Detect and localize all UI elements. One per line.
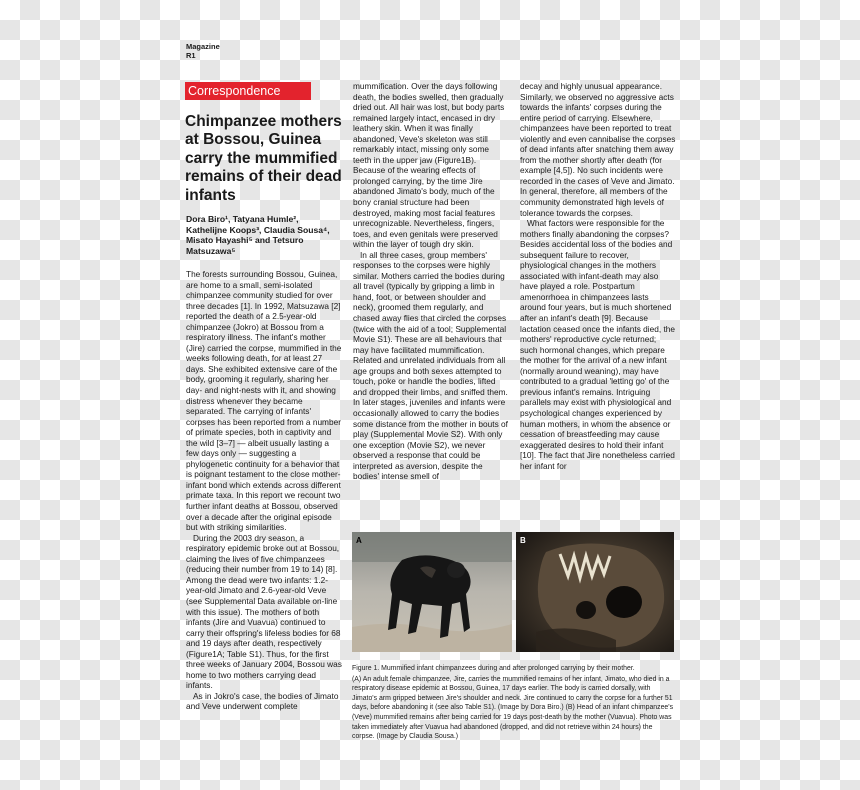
running-header bbox=[186, 42, 220, 60]
figure-panel-b bbox=[516, 532, 674, 652]
figure-panel-a bbox=[352, 532, 512, 652]
caption-body: (A) An adult female chimpanzee, Jire, carries the mummified remains of her infant, Jimato, who died in a respiratory disease epidemic at Bossou, Guinea, 17 days earlier. The body is carried dorsally, with Jimato's arm gripped between Jire's shoulder and neck. Jire continued to carry the corpse for a further 51 days, before abandoning it (see also Table S1). (Image by Dora Biro.) (B) Head of an infant chimpanzee's (Veve) mummified remains after being carried for 19 days post-death by the mother (Vuavua). Photo was taken immediately after Vuavua had abandoned (dropped, and did not retrieve within 24 hours) the corpse. (Image by Claudia Sousa.) bbox=[352, 675, 674, 741]
paragraph: In all three cases, group members' responses to the corpses were highly similar. Mothers carried the bodies during all travel (typically by gripping a limb in hand, foot, or between shoulder and neck), groomed them regularly, and chased away flies that circled the corpses (twice with the aid of a tool; Supplemental Movie S1). These are all behaviours that may have facilitated mummification. Related and unrelated individuals from all age groups and both sexes attempted to touch, poke or handle the bodies, lifted and dropped their limbs, and sniffed them. In later stages, juveniles and infants were occasionally allowed to carry the bodies some distance from the mother in bouts of play (Supplemental Movie S2). With only one exception (Movie S2), we never observed a response that could be interpreted as aversion, despite the bodies' intense smell of bbox=[353, 249, 508, 482]
paragraph: The forests surrounding Bossou, Guinea, are home to a small, semi-isolated chimpanzee community studied for over three decades [1]. In 1992, Matsuzawa [2] reported the death of a 2.5-year-old chimpanzee (Jokro) at Bossou from a respiratory illness. The infant's mother (Jire) carried the corpse, mummified in the weeks following death, for at least 27 days. She exhibited extensive care of the body, grooming it regularly, sharing her day- and night-nests with it, and showing distress whenever they became separated. The carrying of infants' corpses has been reported from a number of primate species, both in captivity and the wild [3–7] — albeit usually lasting a few days only — suggesting a phylogenetic continuity for a behavior that is poignant testament to the close mother-infant bond which extends across different primate taxa. In this report we recount two further infant deaths at Bossou, observed over a decade after the original episode but with striking similarities. bbox=[186, 269, 342, 533]
article-title: Chimpanzee mothers at Bossou, Guinea carry the mummified remains of their dead infants bbox=[185, 113, 342, 204]
correspondence-badge: Correspondence bbox=[185, 82, 311, 100]
mummified-infant-head-photo bbox=[516, 532, 674, 652]
section-name: Magazine bbox=[186, 42, 220, 51]
paragraph: decay and highly unusual appearance. Similarly, we observed no aggressive acts towards the infants' corpses during the entire period of carrying. Elsewhere, chimpanzees have been reported to treat violently and even cannibalise the corpses of dead infants after snatching them away from the mother shortly after death (for example [4,5]). No such incidents were recorded in the cases of Veve and Jimato. In general, therefore, all members of the community demonstrated high levels of tolerance towards the corpses. bbox=[520, 81, 676, 218]
figure-caption bbox=[352, 664, 676, 742]
panel-b-label: B bbox=[520, 536, 526, 545]
caption-title: Figure 1. Mummified infant chimpanzees during and after prolonged carrying by their mother. bbox=[352, 665, 635, 672]
text-column-2 bbox=[353, 81, 509, 482]
chimpanzee-walking-photo bbox=[352, 532, 512, 652]
paragraph: As in Jokro's case, the bodies of Jimato and Veve underwent complete bbox=[186, 690, 339, 712]
paragraph: What factors were responsible for the mothers finally abandoning the corpses? Besides accidental loss of the bodies and subsequent failure to recover, physiological changes in the mothers associated with infant-death may also have played a role. Postpartum amenorrhoea in chimpanzees lasts around four years, but is much shortened after an infant's death [9]. Because lactation ceased once the infants died, the mothers' reproductive cycle returned; such hormonal changes, which prepare the mother for the arrival of a new infant (normally around weaning), may have contributed to a gradual 'letting go' of the previous infant's remains. Intriguing parallels may exist with physiological and psychological changes experienced by human mothers, in whom the absence or cessation of breastfeeding may cause exaggerated desires to hold their infant [10]. The fact that Jire nonetheless carried her infant for bbox=[520, 218, 675, 471]
author-list: Dora Biro¹, Tatyana Humle², Kathelijne Koops³, Claudia Sousa⁴, Misato Hayashi⁵ and Tetsuro Matsuzawa⁵ bbox=[186, 214, 330, 256]
page-number: R1 bbox=[186, 51, 196, 60]
paragraph: mummification. Over the days following death, the bodies swelled, then gradually dried out. All hair was lost, but body parts remained largely intact, encased in dry leathery skin. When it was finally abandoned, Veve's skeleton was still remarkably intact, missing only some teeth in the upper jaw (Figure1B). Because of the wearing effects of prolonged carrying, by the time Jire abandoned Jimato's body, much of the bony cranial structure had been destroyed, making most facial features unrecognizable. Nevertheless, fingers, toes, and even genitals were preserved within the layer of tough dry skin. bbox=[353, 81, 505, 250]
panel-a-label: A bbox=[356, 536, 362, 545]
text-column-1 bbox=[186, 269, 342, 712]
paragraph: During the 2003 dry season, a respiratory epidemic broke out at Bossou, claiming the lives of five chimpanzees (reducing their number from 19 to 14) [8]. Among the dead were two infants: 1.2-year-old Jimato and 2.6-year-old Veve (see Supplemental Data available on-line with this issue). The mothers of both infants (Jire and Vuavua) continued to carry their offspring's lifeless bodies for 68 and 19 days after death, respectively (Figure1A; Table S1). Thus, for the first three weeks of January 2004, Bossou was home to two mothers carrying dead infants. bbox=[186, 532, 342, 691]
text-column-3 bbox=[520, 81, 676, 471]
